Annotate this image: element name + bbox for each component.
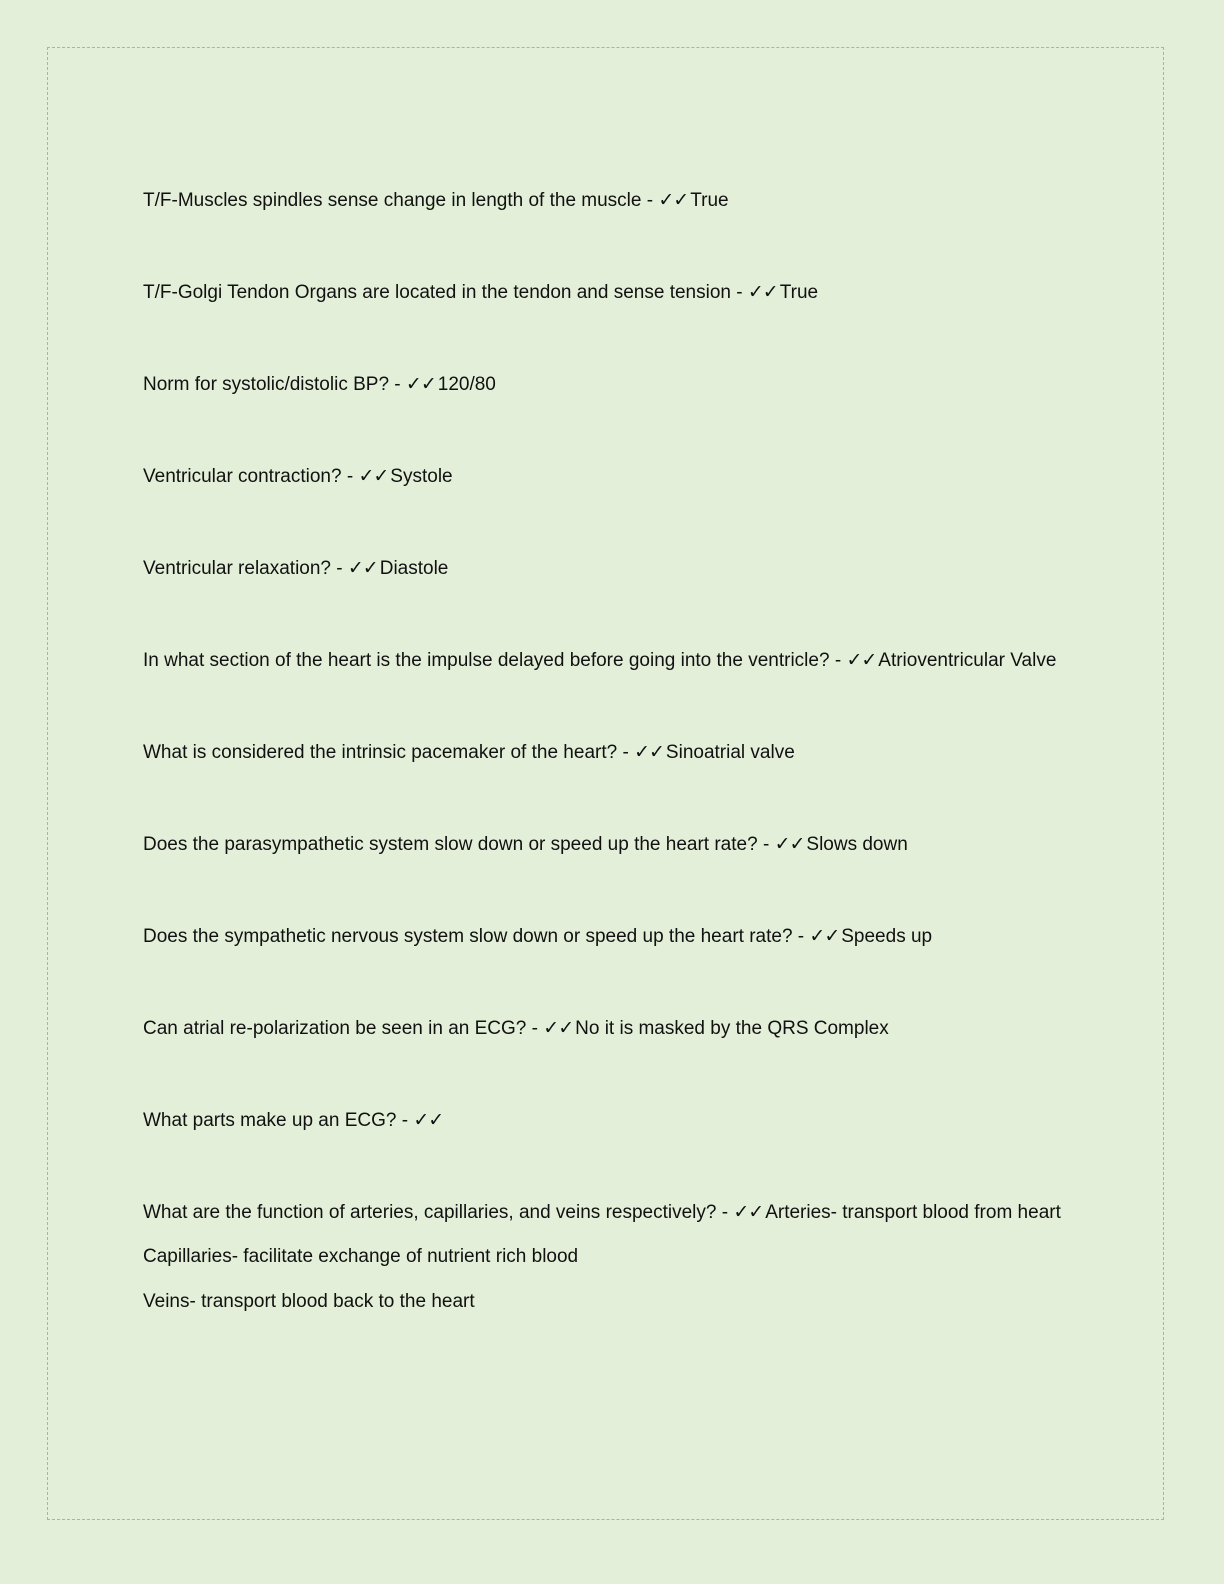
answer-text: Systole	[390, 466, 453, 487]
check-mark-icon: ✓✓	[774, 833, 805, 855]
check-mark-icon: ✓✓	[413, 1109, 444, 1131]
question-text: Can atrial re-polarization be seen in an ECG?	[143, 1018, 527, 1039]
question-text: What are the function of arteries, capillaries, and veins respectively?	[143, 1202, 717, 1223]
answer-text: Sinoatrial valve	[665, 742, 795, 763]
question-text: T/F-Muscles spindles sense change in length of the muscle	[143, 190, 642, 211]
separator: -	[526, 1018, 544, 1039]
qa-item	[143, 646, 1078, 675]
answer-text: Atrioventricular Valve	[878, 650, 1057, 671]
flashcard-list	[143, 186, 1078, 1332]
qa-item	[143, 462, 1078, 491]
answer-text: True	[779, 282, 819, 303]
question-text: T/F-Golgi Tendon Organs are located in the tendon and sense tension	[143, 282, 731, 303]
check-mark-icon: ✓✓	[543, 1017, 574, 1039]
separator: -	[341, 466, 359, 487]
answer-continuation-line: Capillaries- facilitate exchange of nutrient rich blood	[143, 1246, 579, 1267]
answer-text: Speeds up	[841, 926, 933, 947]
question-text: Ventricular relaxation?	[143, 558, 331, 579]
separator: -	[641, 190, 659, 211]
qa-item	[143, 278, 1078, 307]
answer-text: Slows down	[806, 834, 908, 855]
qa-item	[143, 922, 1078, 951]
answer-text: True	[690, 190, 729, 211]
check-mark-icon: ✓✓	[846, 649, 877, 671]
separator: -	[730, 282, 748, 303]
separator: -	[792, 926, 810, 947]
qa-item	[143, 830, 1078, 859]
check-mark-icon: ✓✓	[747, 281, 778, 303]
question-text: What is considered the intrinsic pacemaker of the heart?	[143, 742, 618, 763]
separator: -	[757, 834, 775, 855]
separator: -	[617, 742, 635, 763]
check-mark-icon: ✓✓	[809, 925, 840, 947]
answer-text: 120/80	[437, 374, 496, 395]
qa-item	[143, 1106, 1078, 1135]
check-mark-icon: ✓✓	[658, 189, 689, 211]
separator: -	[331, 558, 348, 579]
question-text: Norm for systolic/distolic BP?	[143, 374, 390, 395]
qa-item	[143, 554, 1078, 583]
question-text: What parts make up an ECG?	[143, 1110, 397, 1131]
check-mark-icon: ✓✓	[733, 1201, 764, 1223]
check-mark-icon: ✓✓	[347, 557, 378, 579]
separator: -	[716, 1202, 734, 1223]
qa-item	[143, 738, 1078, 767]
separator: -	[396, 1110, 414, 1131]
check-mark-icon: ✓✓	[634, 741, 664, 763]
answer-continuation-line: Veins- transport blood back to the heart	[143, 1291, 475, 1312]
qa-item	[143, 370, 1078, 399]
check-mark-icon: ✓✓	[358, 465, 389, 487]
separator: -	[829, 650, 847, 671]
separator: -	[389, 374, 406, 395]
answer-text: Arteries- transport blood from heart	[765, 1202, 1061, 1223]
qa-item	[143, 186, 1078, 215]
qa-item	[143, 1198, 1078, 1227]
question-text: In what section of the heart is the impulse delayed before going into the ventricle?	[143, 650, 830, 671]
question-text: Ventricular contraction?	[143, 466, 342, 487]
answer-text: No it is masked by the QRS Complex	[575, 1018, 889, 1039]
check-mark-icon: ✓✓	[405, 373, 436, 395]
question-text: Does the parasympathetic system slow down or speed up the heart rate?	[143, 834, 758, 855]
answer-text: Diastole	[379, 558, 449, 579]
qa-item	[143, 1014, 1078, 1043]
question-text: Does the sympathetic nervous system slow down or speed up the heart rate?	[143, 926, 793, 947]
